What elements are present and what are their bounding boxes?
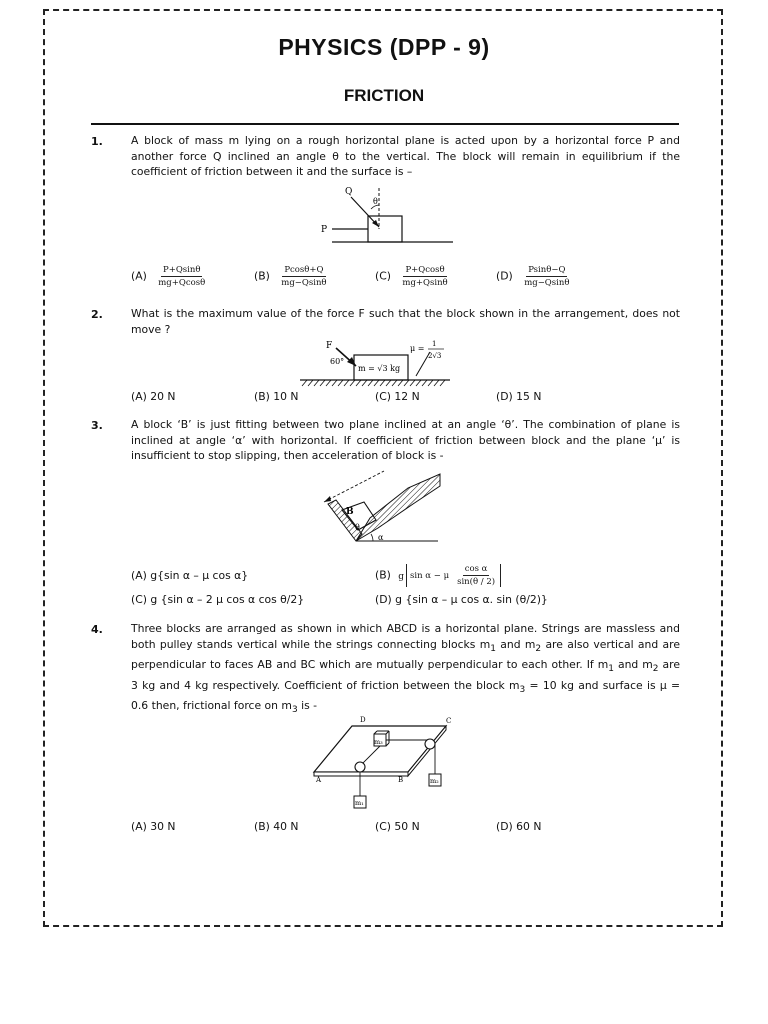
diagram-label-mu-den: 2√3 (428, 352, 442, 360)
question-1-option-c[interactable]: (C) $\frac{P+Qcos\theta}{mg+Qsin\theta}$ (375, 265, 448, 288)
question-2-option-d[interactable]: (D) 15 N (496, 390, 542, 403)
diagram-label-m1: m₁ (355, 799, 364, 807)
diagram-label-q: Q (345, 187, 353, 197)
diagram-label-p: P (321, 225, 328, 235)
title-divider (91, 123, 679, 125)
question-4-option-b[interactable]: (B) 40 N (254, 820, 299, 833)
question-4-option-c[interactable]: (C) 50 N (375, 820, 420, 833)
question-4-number: 4. (91, 623, 103, 636)
diagram-label-f: F (326, 341, 333, 351)
diagram-label-b: B (346, 507, 354, 517)
diagram-label-b-4: B (398, 776, 404, 784)
question-1-option-b[interactable]: (B) $\frac{Pcos\theta+Q}{mg-Qsin\theta}$ (254, 265, 327, 288)
question-4-text: Three blocks are arranged as shown in which ABCD is a horizontal plane. Strings are massless and both pulley stands vertical while the strings connecting blocks $m_1$ and $m_2$ are also vertical and are perpendicular to faces AB and BC which are mutually perpendicular to each other. If $m_1$ and $m_2$ are 3 kg and 4 kg respectively. Coefficient of friction between the block $m_3 = 10$ kg and surface is μ = 0.6 then, frictional force on $m_3$ is - (131, 622, 680, 716)
question-2-option-c[interactable]: (C) 12 N (375, 390, 420, 403)
question-3-option-c[interactable]: (C) g {sin α – 2 μ cos α cos θ/2} (131, 593, 305, 606)
question-1-option-a[interactable]: (A) $\frac{P+Qsin\theta}{mg+Qcos\theta}$ (131, 265, 206, 288)
question-2-text: What is the maximum value of the force F such that the block shown in the arrangement, does not move ? (131, 307, 694, 336)
diagram-label-mu-num: 1 (432, 340, 437, 348)
diagram-label-a: A (316, 776, 322, 784)
diagram-label-d: D (360, 716, 366, 724)
question-1-option-d[interactable]: (D) $\frac{Psin\theta-Q}{mg-Qsin\theta}$ (496, 265, 570, 288)
diagram-label-m2: m₂ (430, 777, 439, 785)
question-3-number: 3. (91, 419, 103, 432)
question-4-diagram (310, 710, 460, 816)
question-2-option-a[interactable]: (A) 20 N (131, 390, 176, 403)
question-3-diagram (318, 466, 448, 556)
question-1-diagram (315, 183, 455, 248)
diagram-label-m3: m₃ (374, 738, 383, 746)
question-3-option-d[interactable]: (D) g {sin α – μ cos α. sin (θ/2)} (375, 593, 548, 606)
page-title: PHYSICS (DPP - 9) (278, 34, 490, 60)
question-3-option-a[interactable]: (A) g{sin α – μ cos α} (131, 569, 249, 582)
diagram-label-theta: θ (373, 197, 378, 206)
question-4-option-a[interactable]: (A) 30 N (131, 820, 176, 833)
diagram-label-mu: μ = (410, 344, 425, 353)
question-3-text: A block ‘B’ is just fitting between two plane inclined at an angle ‘θ’. The combination of plane is inclined at angle ‘α’ with horizontal. If coefficient of friction between block and the plane ‘μ’ is insufficient to stop slipping, then acceleration of block is - (131, 418, 680, 462)
question-1-number: 1. (91, 135, 103, 148)
diagram-label-60: 60° (330, 357, 345, 366)
question-2-diagram (298, 338, 458, 390)
diagram-label-c: C (446, 717, 452, 725)
question-4-option-d[interactable]: (D) 60 N (496, 820, 542, 833)
question-3-option-b[interactable]: (B) g sin α − μ $\frac{\text{cos α}}{\sin(\theta / 2)}$ (375, 564, 501, 587)
diagram-label-mass: m = √3 kg (358, 364, 401, 373)
diagram-label-theta-3: θ (355, 523, 360, 532)
question-2-number: 2. (91, 308, 103, 321)
question-2-option-b[interactable]: (B) 10 N (254, 390, 299, 403)
diagram-label-alpha: α (378, 533, 384, 542)
page-subtitle: FRICTION (343, 86, 425, 105)
question-1-text: A block of mass m lying on a rough horizontal plane is acted upon by a horizontal force P and another force Q inclined an angle θ to the vertical. The block will remain in equilibrium if the coefficient of friction between it and the surface is – (131, 134, 680, 178)
